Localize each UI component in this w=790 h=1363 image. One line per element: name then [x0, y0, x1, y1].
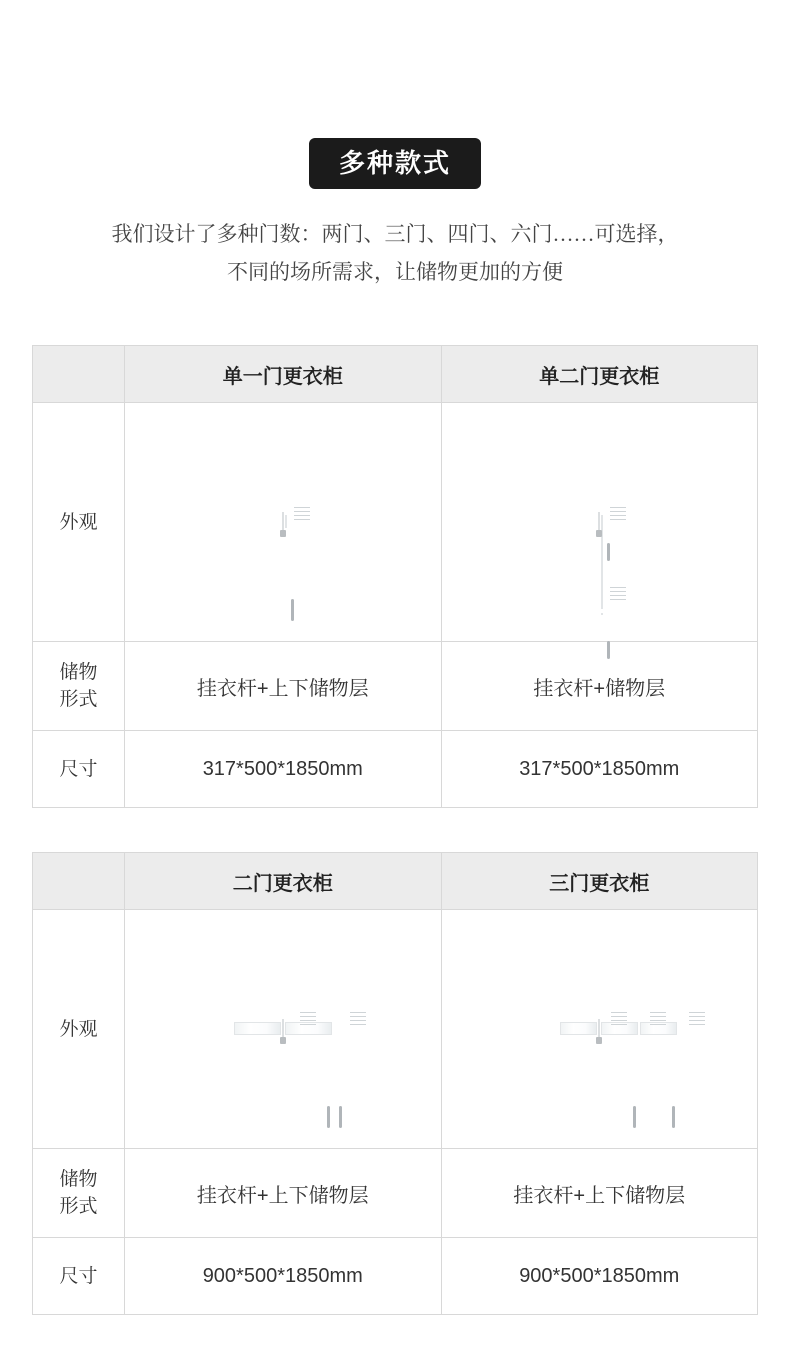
locker-handle-icon: [672, 1106, 675, 1128]
table-1-storage-cell-2: 挂衣杆+储物层: [441, 642, 758, 731]
table-2-column-header-2: 三门更衣柜: [441, 853, 758, 910]
locker-body: [282, 512, 284, 531]
locker-door-right: [560, 1022, 597, 1035]
table-1-storage-row: [33, 642, 758, 731]
table-2-storage-row: [33, 1149, 758, 1238]
locker-handle-icon: [291, 599, 294, 621]
spec-table-2: [32, 852, 758, 1315]
row-label-line-2: 形式: [59, 689, 98, 710]
locker-vent-icon: [294, 507, 310, 520]
locker-vent-icon: [650, 1012, 666, 1025]
row-label-line-1: 储物: [59, 662, 98, 683]
locker-base: [596, 1037, 602, 1044]
row-label-storage-form: [33, 642, 125, 731]
locker-door-bottom: [601, 613, 603, 615]
subtitle-line-2: 不同的场所需求，让储物更加的方便: [227, 260, 563, 284]
subtitle-line-1: 我们设计了多种门数：两门、三门、四门、六门……可选择，: [111, 222, 679, 246]
table-2-storage-cell-1: 挂衣杆+上下储物层: [125, 1149, 442, 1238]
table-1-appearance-cell-2: [441, 403, 758, 642]
row-label-line-1: 储物: [59, 1169, 98, 1190]
table-1-size-row: [33, 731, 758, 808]
row-label-appearance: 外观: [33, 910, 125, 1149]
table-1-appearance-cell-1: [125, 403, 442, 642]
table-2-storage-cell-2: 挂衣杆+上下储物层: [441, 1149, 758, 1238]
locker-handle-icon: [327, 1106, 330, 1128]
locker-base: [280, 1037, 286, 1044]
table-2-size-row: [33, 1238, 758, 1315]
locker-handle-icon: [339, 1106, 342, 1128]
locker-vent-icon: [300, 1012, 316, 1025]
locker-vent-icon: [611, 1012, 627, 1025]
locker-door-top: [601, 515, 603, 609]
table-2-size-cell-1: 900*500*1850mm: [125, 1238, 442, 1315]
three-door-locker: [598, 1020, 600, 1038]
table-1-appearance-row: [33, 403, 758, 642]
two-door-locker: [282, 1020, 284, 1038]
locker-handle-icon: [607, 641, 610, 659]
locker-body: [282, 1019, 284, 1038]
table-2-appearance-cell-1: [125, 910, 442, 1149]
page-subtitle: [0, 215, 790, 291]
locker-vent-icon: [610, 507, 626, 520]
locker-body: [598, 512, 600, 531]
table-header-corner: [33, 346, 125, 403]
row-label-size: 尺寸: [33, 731, 125, 808]
page-title-section: [0, 0, 790, 189]
locker-handle-icon: [607, 543, 610, 561]
row-label-size: 尺寸: [33, 1238, 125, 1315]
table-2-appearance-row: [33, 910, 758, 1149]
table-1-size-cell-2: 317*500*1850mm: [441, 731, 758, 808]
single-one-door-locker: [282, 513, 284, 531]
locker-handle-icon: [633, 1106, 636, 1128]
row-label-appearance: 外观: [33, 403, 125, 642]
page-title: 多种款式: [309, 138, 481, 189]
locker-vent-icon: [350, 1012, 366, 1025]
table-2-size-cell-2: 900*500*1850mm: [441, 1238, 758, 1315]
table-1-storage-cell-1: 挂衣杆+上下储物层: [125, 642, 442, 731]
row-label-line-2: 形式: [59, 1196, 98, 1217]
table-header-row: [33, 346, 758, 403]
locker-door: [285, 515, 287, 528]
table-2-column-header-1: 二门更衣柜: [125, 853, 442, 910]
single-two-door-locker: [598, 513, 600, 531]
table-1-size-cell-1: 317*500*1850mm: [125, 731, 442, 808]
locker-base: [280, 530, 286, 537]
locker-door-right: [234, 1022, 281, 1035]
table-1-column-header-1: 单一门更衣柜: [125, 346, 442, 403]
table-header-row: [33, 853, 758, 910]
spec-table-1: [32, 345, 758, 808]
table-header-corner: [33, 853, 125, 910]
row-label-storage-form: [33, 1149, 125, 1238]
locker-vent-icon: [610, 587, 626, 600]
table-2-appearance-cell-2: [441, 910, 758, 1149]
locker-base: [596, 530, 602, 537]
table-1-column-header-2: 单二门更衣柜: [441, 346, 758, 403]
locker-vent-icon: [689, 1012, 705, 1025]
locker-body: [598, 1019, 600, 1038]
